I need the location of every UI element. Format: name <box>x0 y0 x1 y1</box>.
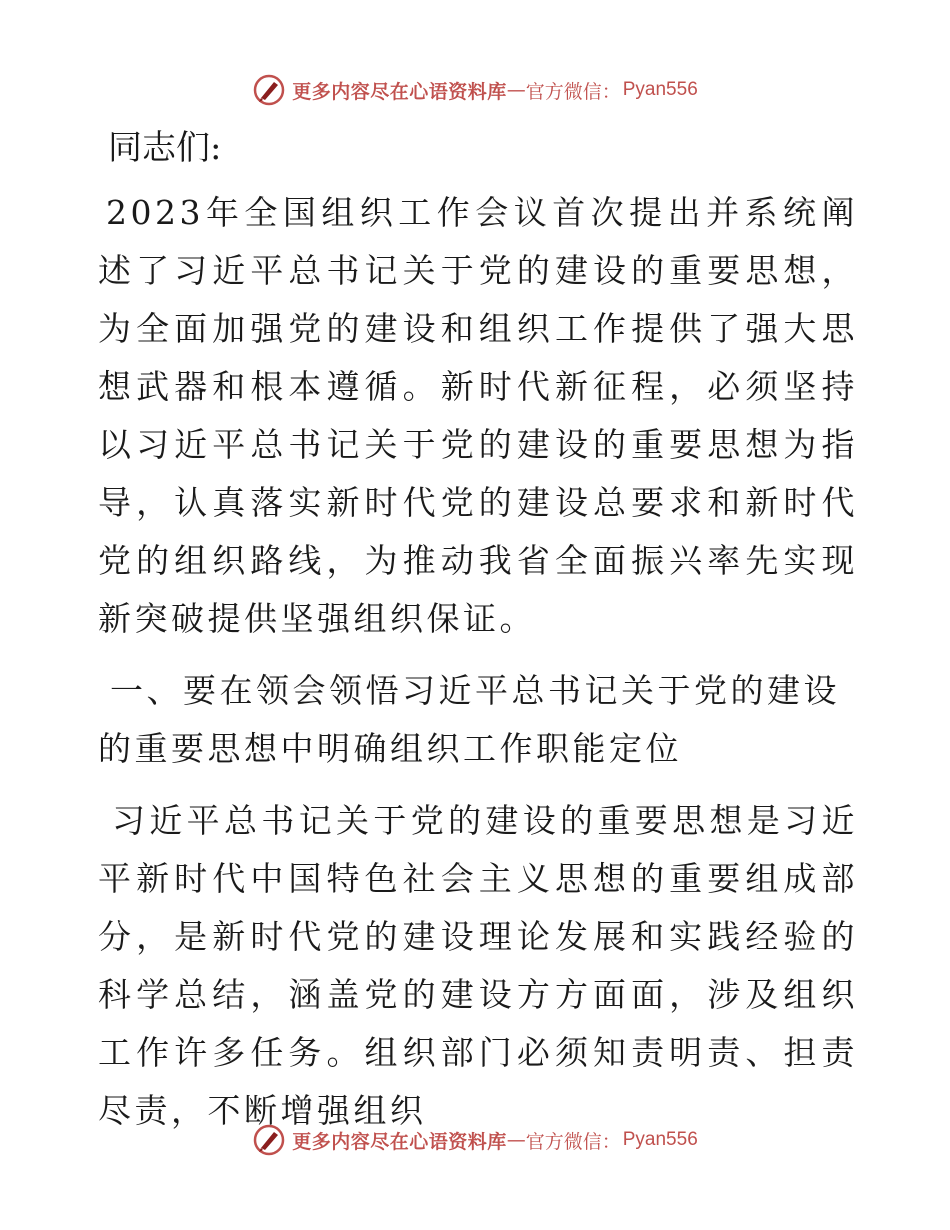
document-body <box>98 122 858 1154</box>
quill-logo-icon <box>252 1123 286 1157</box>
watermark-site-text: 更多内容尽在心语资料库 <box>292 80 507 103</box>
watermark-separator: — <box>506 1129 526 1151</box>
quill-logo-icon <box>252 73 286 107</box>
watermark-site-text: 更多内容尽在心语资料库 <box>292 1130 507 1153</box>
footer-watermark <box>0 1120 950 1160</box>
paragraph-intro: 2023年全国组织工作会议首次提出并系统阐述了习近平总书记关于党的建设的重要思想，为全面加强党的建设和组织工作提供了强大思想武器和根本遵循。新时代新征程，必须坚持以习近平总书记关于党的建设的重要思想为指导，认真落实新时代党的建设总要求和新时代党的组织路线，为推动我省全面振兴率先实现新突破提供坚强组织保证。 <box>98 193 858 638</box>
paragraph-section-body: 习近平总书记关于党的建设的重要思想是习近平新时代中国特色社会主义思想的重要组成部分，是新时代党的建设理论发展和实践经验的科学总结，涵盖党的建设方方面面，涉及组织工作许多任务。组织部门必须知责明责、担责尽责，不断增强组织 <box>98 801 858 1130</box>
header-watermark <box>0 70 950 110</box>
watermark-separator: — <box>506 79 526 101</box>
salutation: 同志们: <box>108 128 222 168</box>
section-heading: 一、要在领会领悟习近平总书记关于党的建设的重要思想中明确组织工作职能定位 <box>98 671 840 768</box>
watermark-wechat-label: 官方微信： <box>525 80 621 103</box>
watermark-wechat-id: Pyan556 <box>622 79 698 100</box>
watermark-wechat-id: Pyan556 <box>622 1129 698 1150</box>
watermark-wechat-label: 官方微信： <box>525 1130 621 1153</box>
